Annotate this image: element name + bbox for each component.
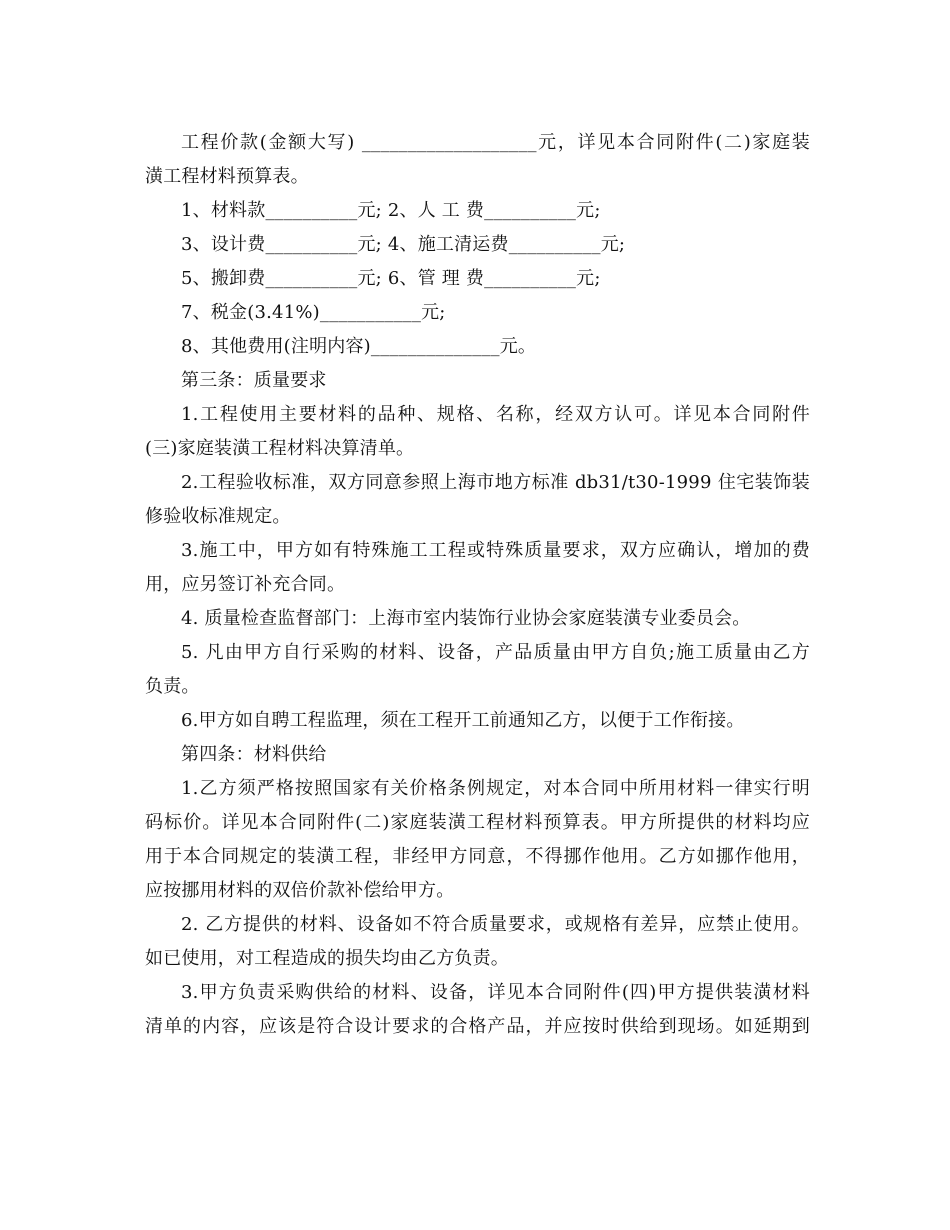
quality-clause-2-line-1: 2.工程验收标准，双方同意参照上海市地方标准 db31/t30-1999 住宅装饰装 [181,472,810,493]
quality-clause-1-line-1: 1.工程使用主要材料的品种、规格、名称，经双方认可。详见本合同附件 [181,404,810,425]
quality-clause-5-line-2: 负责。 [145,676,200,697]
fee-item-3-4: 3、设计费__________元; 4、施工清运费__________元; [181,234,626,255]
materials-clause-3-line-1: 3.甲方负责采购供给的材料、设备，详见本合同附件(四)甲方提供装潢材料 [181,982,810,1003]
fee-item-1-2: 1、材料款__________元; 2、人 工 费__________元; [181,200,601,221]
materials-clause-3-line-2: 清单的内容，应该是符合设计要求的合格产品，并应按时供给到现场。如延期到 [145,1016,810,1037]
fee-item-5-6: 5、搬卸费__________元; 6、管 理 费__________元; [181,268,601,289]
materials-clause-2-line-2: 如已使用，对工程造成的损失均由乙方负责。 [145,948,509,969]
quality-clause-6: 6.甲方如自聘工程监理，须在工程开工前通知乙方，以便于工作衔接。 [181,710,745,731]
quality-clause-3-line-1: 3.施工中，甲方如有特殊施工工程或特殊质量要求，双方应确认，增加的费 [181,540,810,561]
materials-clause-1-line-4: 应按挪用材料的双倍价款补偿给甲方。 [145,880,455,901]
materials-clause-1-line-3: 用于本合同规定的装潢工程，非经甲方同意，不得挪作他用。乙方如挪作他用， [145,846,810,867]
quality-clause-3-line-2: 用，应另签订补充合同。 [145,574,346,595]
quality-clause-1-line-2: (三)家庭装潢工程材料决算清单。 [145,438,415,459]
quality-clause-5-line-1: 5. 凡由甲方自行采购的材料、设备，产品质量由甲方自负;施工质量由乙方 [181,642,810,663]
paragraph-price-line-2: 潢工程材料预算表。 [145,166,309,187]
paragraph-price-line-1: 工程价款(金额大写) ___________________元，详见本合同附件(二)家庭装 [181,132,810,153]
fee-item-8: 8、其他费用(注明内容)______________元。 [181,336,537,357]
quality-clause-4: 4. 质量检查监督部门：上海市室内装饰行业协会家庭装潢专业委员会。 [181,608,751,629]
fee-item-7: 7、税金(3.41%)___________元; [181,302,446,323]
materials-clause-1-line-2: 码标价。详见本合同附件(二)家庭装潢工程材料预算表。甲方所提供的材料均应 [145,812,810,833]
materials-clause-2-line-1: 2. 乙方提供的材料、设备如不符合质量要求，或规格有差异，应禁止使用。 [181,914,810,935]
section-heading-materials: 第四条：材料供给 [181,744,327,765]
materials-clause-1-line-1: 1.乙方须严格按照国家有关价格条例规定，对本合同中所用材料一律实行明 [181,778,810,799]
section-heading-quality: 第三条：质量要求 [181,370,327,391]
quality-clause-2-line-2: 修验收标准规定。 [145,506,291,527]
contract-body [145,126,810,1044]
